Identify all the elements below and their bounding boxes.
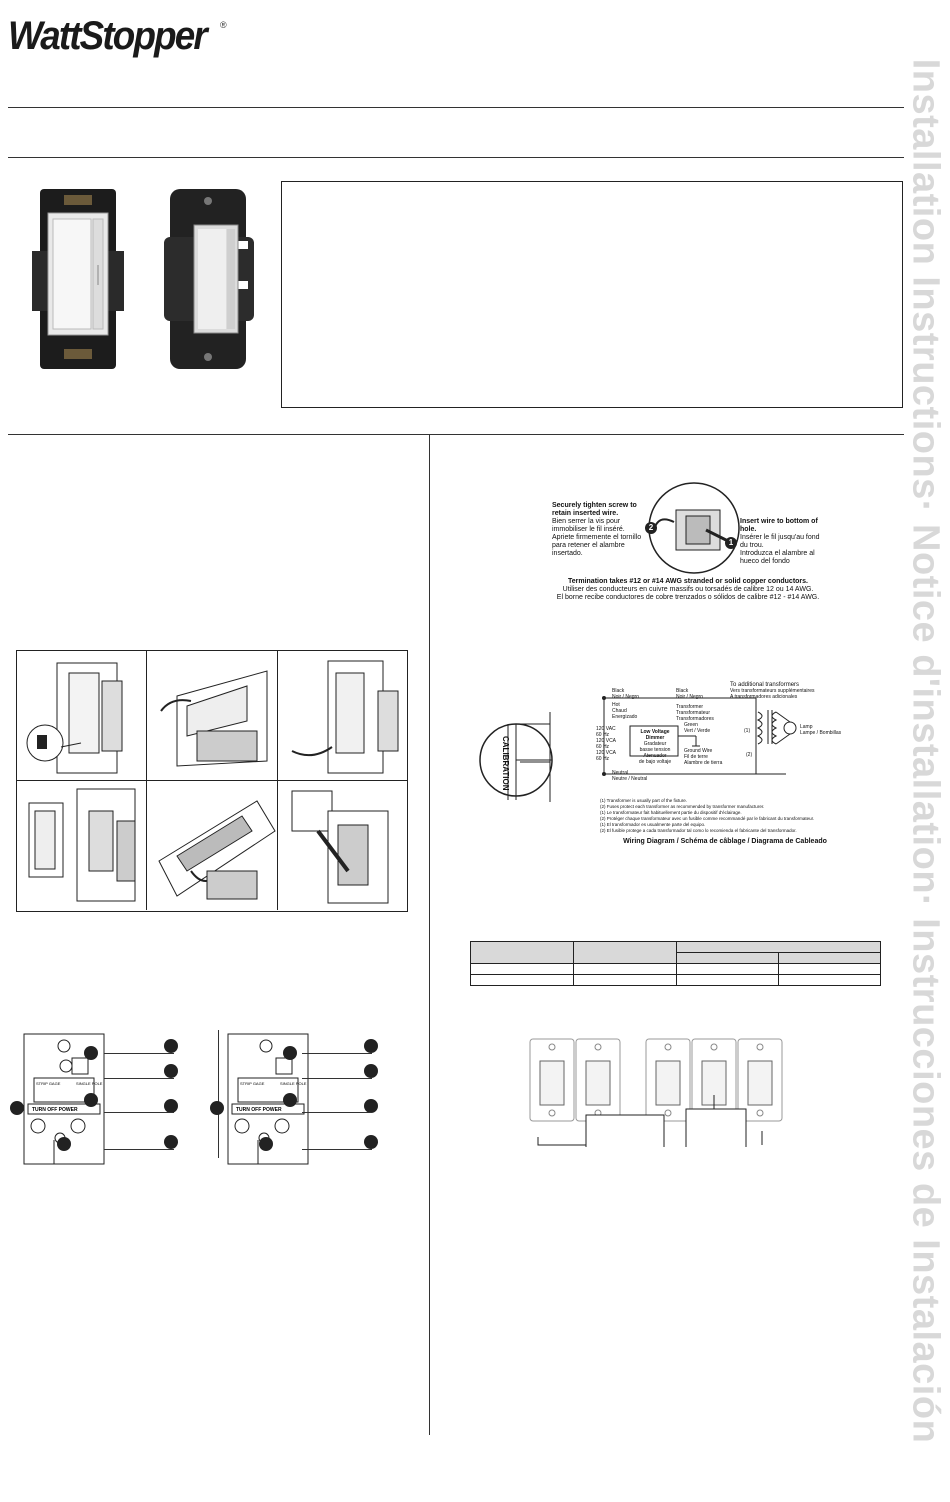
wd-supply: 120 VAC 60 Hz 120 VCA 60 Hz 120 VCA 60 Hz — [596, 726, 617, 762]
terminal-closeup — [646, 480, 742, 576]
wiring-diagram — [596, 682, 842, 808]
table-cell — [471, 975, 574, 986]
wd-black-right: Black Noir / Negro — [676, 688, 703, 700]
wd-ground: Ground Wire Fil de terre Alambre de tierra — [684, 748, 723, 766]
table-cell — [471, 964, 574, 975]
svg-text:STRIP GAGE: STRIP GAGE — [240, 1081, 265, 1086]
table-cell — [677, 964, 779, 975]
callout-line — [104, 1078, 174, 1079]
callout-dot — [283, 1046, 297, 1060]
svg-text:TURN OFF POWER: TURN OFF POWER — [236, 1107, 282, 1113]
callout-line — [104, 1112, 174, 1113]
callout-line — [302, 1053, 372, 1054]
table-cell — [677, 975, 779, 986]
wd-black-left: Black Noir / Negro — [612, 688, 639, 700]
step2-text: Insert wire to bottom of hole. Insérer le fil jusqu'au fond du trou. Introduzca el alambre al hueco del fondo — [740, 518, 820, 565]
calibration-bracket — [520, 712, 592, 802]
wire-termination-figure — [552, 472, 822, 602]
header-rule-bottom — [8, 157, 904, 158]
callout-line — [104, 1149, 174, 1150]
callout-dot — [164, 1064, 178, 1078]
wiring-notes: (1) Transformer is usually part of the fixture. (2) Fuses protect each transformer as recommended by transformer manufacturer. (1) Le transformateur fait habituellement partie du dispositif d'éclairage. (2) Protéger chaque transformateur avec un fusible comme recommandé par le fabricant du transformateur. (1) El transformador es usualmente parte del equipo. (2) El fusible protege a cada transformador tal como lo recomienda el fabricante del transformador. — [600, 798, 815, 833]
callout-dot — [259, 1137, 273, 1151]
dimmer-photo-left — [32, 189, 124, 369]
dimmer-photo-right — [164, 189, 254, 369]
step-panel-1 — [17, 651, 147, 781]
side-title: Installation Instructions· Notice d'installation· Instrucciones de Instalación — [904, 58, 947, 1444]
table-header-cell — [677, 953, 779, 964]
callout-dot — [164, 1099, 178, 1113]
table-cell — [574, 975, 677, 986]
callout-line — [302, 1149, 372, 1150]
step-panel-5 — [147, 781, 278, 910]
callout-dot — [364, 1135, 378, 1149]
step-panel-4 — [17, 781, 147, 910]
step-badge-2: 2 — [645, 522, 657, 534]
faceplate-steps-grid — [16, 650, 408, 912]
callout-dot — [84, 1046, 98, 1060]
callout-dot — [164, 1039, 178, 1053]
callout-dot — [283, 1093, 297, 1107]
ganging-illustration — [528, 1037, 828, 1147]
table-header-cell — [471, 942, 574, 964]
svg-text:SINGLE POLE: SINGLE POLE — [76, 1081, 103, 1086]
table-cell — [779, 964, 881, 975]
table-header-cell — [677, 942, 881, 953]
callout-dot — [10, 1101, 24, 1115]
step-panel-2 — [147, 651, 278, 781]
callout-line — [104, 1053, 174, 1054]
table-header-cell — [574, 942, 677, 964]
wd-transformer: Transformer Transformateur Transformadores — [676, 704, 714, 722]
wd-additional: To additional transformers Vers transformateurs supplémentaires A transformadores adicionales — [730, 682, 815, 700]
wd-hot: Hot Chaud Energizado — [612, 702, 638, 720]
wd-green: Green Vert / Verde — [684, 722, 711, 734]
step-panel-3 — [278, 651, 407, 781]
wd-neutral: Neutral Neutre / Neutral — [612, 770, 648, 782]
callout-dot — [364, 1039, 378, 1053]
column-divider — [429, 435, 430, 1435]
table-cell — [574, 964, 677, 975]
callout-line — [302, 1112, 372, 1113]
wd-note-ref-2: (2) — [746, 752, 753, 758]
registered-mark: ® — [220, 20, 227, 30]
svg-text:TURN OFF POWER: TURN OFF POWER — [32, 1107, 78, 1113]
callout-dot — [364, 1064, 378, 1078]
info-box — [281, 181, 903, 408]
callout-dot — [210, 1101, 224, 1115]
callout-dot — [164, 1135, 178, 1149]
load-table — [470, 941, 881, 986]
table-header-cell — [779, 953, 881, 964]
svg-text:STRIP GAGE: STRIP GAGE — [36, 1081, 61, 1086]
svg-text:SINGLE POLE: SINGLE POLE — [280, 1081, 307, 1086]
brand-logo: WattStopper — [8, 14, 206, 58]
table-cell — [779, 975, 881, 986]
step1-text: Securely tighten screw to retain inserted wire. Bien serrer la vis pour immobiliser le fil inséré. Apriete firmemente el tornillo para retener el alambre insertado. — [552, 502, 642, 557]
section-rule — [8, 434, 904, 435]
wd-dimmer: Low Voltage Dimmer Gradateur basse tension Atenuador de bajo voltaje — [638, 729, 672, 765]
wiring-caption: Wiring Diagram / Schéma de câblage / Diagrama de Cableado — [623, 838, 827, 845]
calibration-label: CALIBRATION — [501, 736, 510, 791]
callout-dot — [84, 1093, 98, 1107]
callout-dot — [57, 1137, 71, 1151]
header-rule-top — [8, 107, 904, 108]
step-panel-6 — [278, 781, 407, 910]
step-badge-1: 1 — [725, 537, 737, 549]
wd-lamp: Lamp Lampe / Bombillas — [800, 724, 842, 736]
callout-dot — [364, 1099, 378, 1113]
termination-caption: Termination takes #12 or #14 AWG stranded or solid copper conductors. Utiliser des conducteurs en cuivre massifs ou torsadés de calibre 12 ou 14 AWG. El borne recibe conductores de cobre trenzados o sólidos de calibre #12 - #14 AWG. — [556, 578, 820, 601]
callout-line — [302, 1078, 372, 1079]
wd-note-ref-1: (1) — [744, 728, 751, 734]
product-photos — [30, 185, 260, 375]
